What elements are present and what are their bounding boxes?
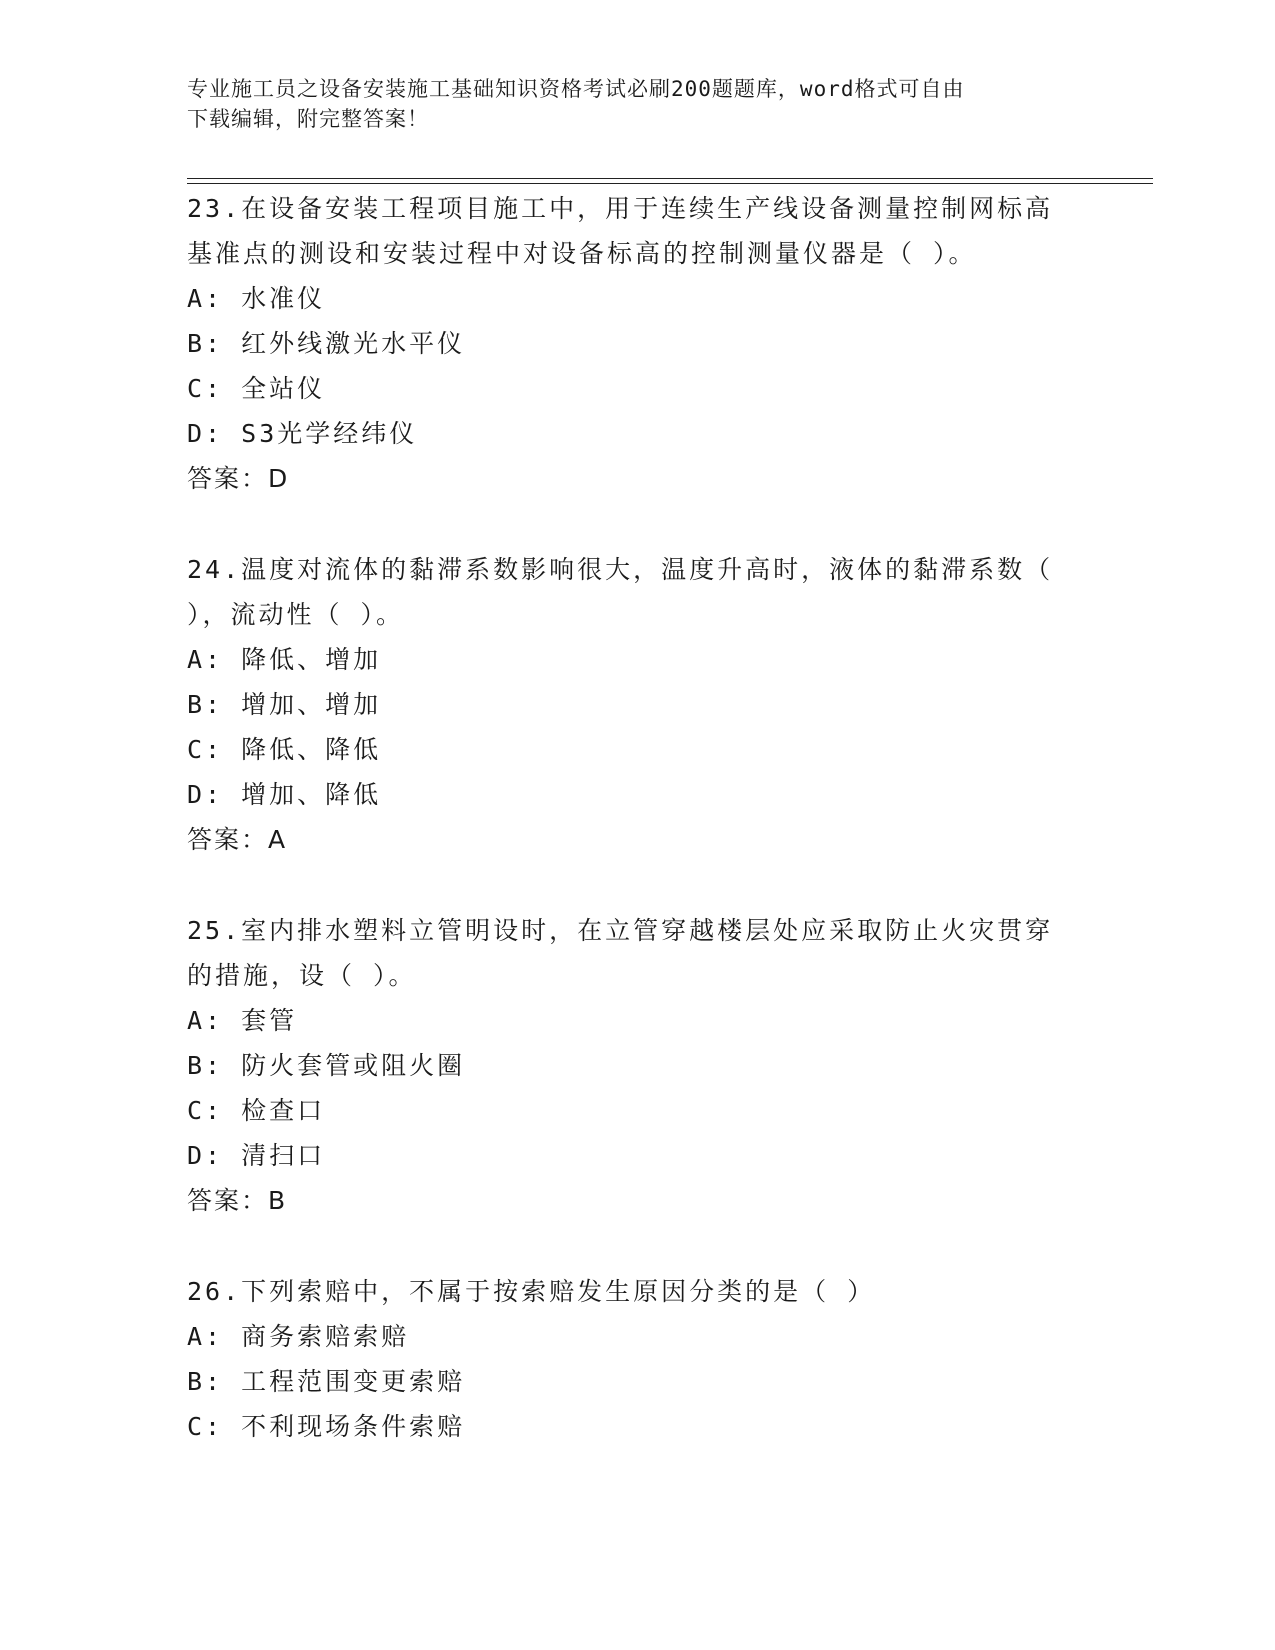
header-rule-top [187,178,1153,179]
option-a: A: 降低、增加 [187,645,382,674]
question-23 [187,186,1087,501]
header-rule-bottom [187,183,1153,184]
option-d: D: 清扫口 [187,1141,326,1170]
question-stem [187,908,1087,998]
answer-line: 答案：A [187,825,288,854]
option-a: A: 商务索赔索赔 [187,1322,410,1351]
question-24 [187,547,1087,862]
option-a: A: 套管 [187,1006,298,1035]
stem-line: 23.在设备安装工程项目施工中，用于连续生产线设备测量控制网标高 [187,194,1054,223]
stem-line: 基准点的测设和安装过程中对设备标高的控制测量仪器是（ ）。 [187,239,977,268]
option-d: D: 增加、降低 [187,780,382,809]
question-26 [187,1269,1087,1449]
stem-line: 24.温度对流体的黏滞系数影响很大，温度升高时，液体的黏滞系数（ [187,555,1054,584]
option-c: C: 全站仪 [187,374,326,403]
stem-line: ），流动性（ ）。 [187,600,405,629]
answer-line: 答案：B [187,1186,288,1215]
option-b: B: 工程范围变更索赔 [187,1367,466,1396]
stem-line: 26.下列索赔中，不属于按索赔发生原因分类的是（ ） [187,1277,876,1306]
option-d: D: S3光学经纬仪 [187,419,418,448]
option-b: B: 增加、增加 [187,690,382,719]
header-line-2: 下载编辑，附完整答案！ [187,107,429,131]
question-stem [187,1269,1087,1314]
option-c: C: 不利现场条件索赔 [187,1412,466,1441]
question-25 [187,908,1087,1223]
option-b: B: 红外线激光水平仪 [187,329,466,358]
question-list [187,186,1087,1495]
stem-line: 25.室内排水塑料立管明设时，在立管穿越楼层处应采取防止火灾贯穿 [187,916,1054,945]
stem-line: 的措施，设（ ）。 [187,961,417,990]
question-stem [187,186,1087,276]
option-a: A: 水准仪 [187,284,326,313]
document-header [187,74,1067,134]
option-c: C: 检查口 [187,1096,326,1125]
answer-line: 答案：D [187,464,290,493]
option-b: B: 防火套管或阻火圈 [187,1051,466,1080]
header-line-1: 专业施工员之设备安装施工基础知识资格考试必刷200题题库，word格式可自由 [187,77,965,101]
question-stem [187,547,1087,637]
option-c: C: 降低、降低 [187,735,382,764]
